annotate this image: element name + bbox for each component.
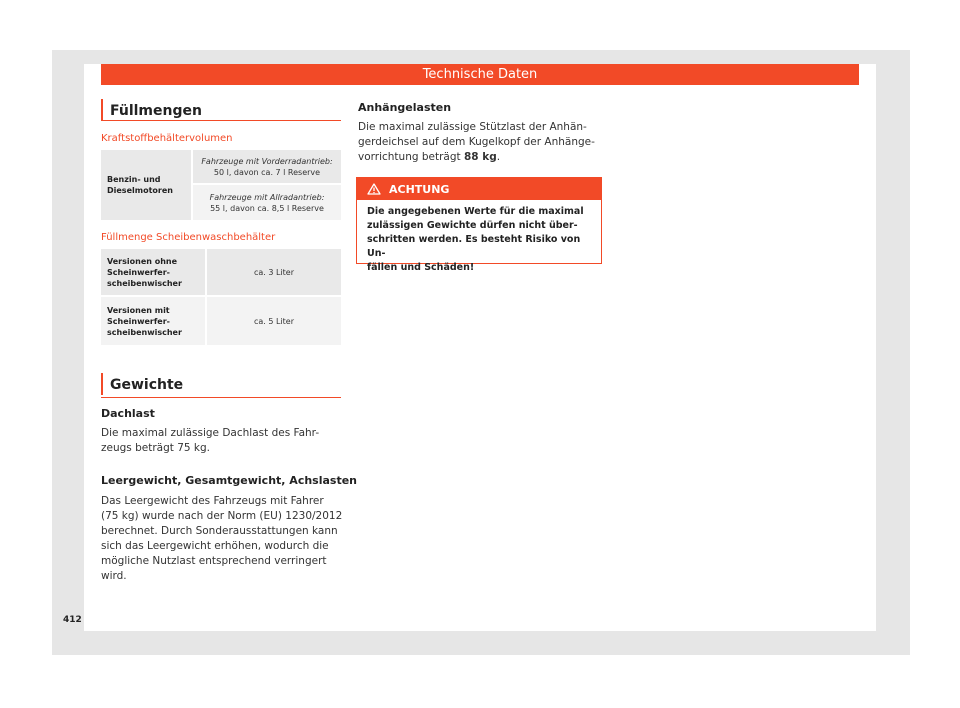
- washer-row-label: [101, 297, 207, 345]
- text-line: vorrichtung beträgt: [358, 151, 464, 163]
- warning-triangle-icon: [367, 183, 381, 195]
- text-line: Die maximal zulässige Stützlast der Anhän-: [358, 121, 587, 133]
- tank-value-caption: Fahrzeuge mit Vorderradantrieb:: [201, 156, 333, 166]
- leergewicht-heading: Leergewicht, Gesamtgewicht, Achslasten: [101, 474, 358, 487]
- tank-row-label: [101, 150, 193, 220]
- tank-label-line: Dieselmotoren: [107, 186, 173, 195]
- text-line: sich das Leergewicht erhöhen, wodurch die: [101, 540, 329, 552]
- tank-volume-table: [101, 150, 341, 220]
- tank-value-front: [193, 150, 341, 185]
- text-suffix: .: [496, 151, 501, 163]
- washer-volume-heading: Füllmenge Scheibenwaschbehälter: [101, 232, 276, 243]
- warning-title: ACHTUNG: [389, 182, 450, 196]
- dachlast-heading: Dachlast: [101, 407, 155, 420]
- washer-label-line: Versionen mit: [107, 305, 170, 315]
- chapter-header: Technische Daten: [101, 64, 859, 85]
- tank-value-awd: [193, 185, 341, 220]
- text-line: wird.: [101, 570, 127, 582]
- section-title-gewichte: Gewichte: [101, 377, 183, 393]
- text-line: Die maximal zulässige Dachlast des Fahr-: [101, 427, 320, 439]
- tank-value-caption: Fahrzeuge mit Allradantrieb:: [209, 192, 325, 202]
- text-line: Das Leergewicht des Fahrzeugs mit Fahrer: [101, 495, 324, 507]
- washer-label-line: Scheinwerfer-: [107, 267, 170, 277]
- section-divider: [101, 397, 341, 398]
- text-line: (75 kg) wurde nach der Norm (EU) 1230/2012: [101, 510, 343, 522]
- washer-row-label: [101, 249, 207, 297]
- text-line: mögliche Nutzlast entsprechend verringert: [101, 555, 327, 567]
- washer-value: ca. 3 Liter: [207, 249, 341, 297]
- text-line: zeugs beträgt 75 kg.: [101, 442, 210, 454]
- stuetzlast-value: 88 kg: [463, 151, 497, 163]
- washer-label-line: scheibenwischer: [107, 327, 182, 337]
- warning-box: [356, 177, 602, 273]
- section-title-fuellmengen: Füllmengen: [101, 103, 202, 119]
- tank-value-text: 55 l, davon ca. 8,5 l Reserve: [210, 203, 324, 213]
- warning-text: [357, 200, 601, 280]
- tank-volume-heading: Kraftstoffbehältervolumen: [101, 133, 233, 144]
- text-line: Die angegebenen Werte für die maximal: [367, 206, 584, 217]
- text-line: schritten werden. Es besteht Risiko von Un-: [367, 234, 581, 259]
- washer-volume-table: [101, 249, 341, 345]
- page-number: 412: [63, 615, 82, 625]
- washer-value: ca. 5 Liter: [207, 297, 341, 345]
- washer-label-line: Versionen ohne: [107, 256, 178, 266]
- text-line: berechnet. Durch Sonderausstattungen kann: [101, 525, 338, 537]
- section-divider: [101, 120, 341, 121]
- text-line: fällen und Schäden!: [367, 262, 475, 273]
- tank-label-line: Benzin- und: [107, 175, 161, 184]
- washer-label-line: Scheinwerfer-: [107, 316, 170, 326]
- text-line: gerdeichsel auf dem Kugelkopf der Anhänge-: [358, 136, 595, 148]
- leergewicht-text: [101, 494, 342, 584]
- washer-label-line: scheibenwischer: [107, 278, 182, 288]
- warning-header: [357, 178, 601, 200]
- anhaengelasten-heading: Anhängelasten: [358, 101, 452, 114]
- dachlast-text: [101, 426, 319, 456]
- text-line: zulässigen Gewichte dürfen nicht über-: [367, 220, 578, 231]
- anhaengelasten-text: [358, 120, 595, 165]
- tank-value-text: 50 l, davon ca. 7 l Reserve: [213, 167, 321, 177]
